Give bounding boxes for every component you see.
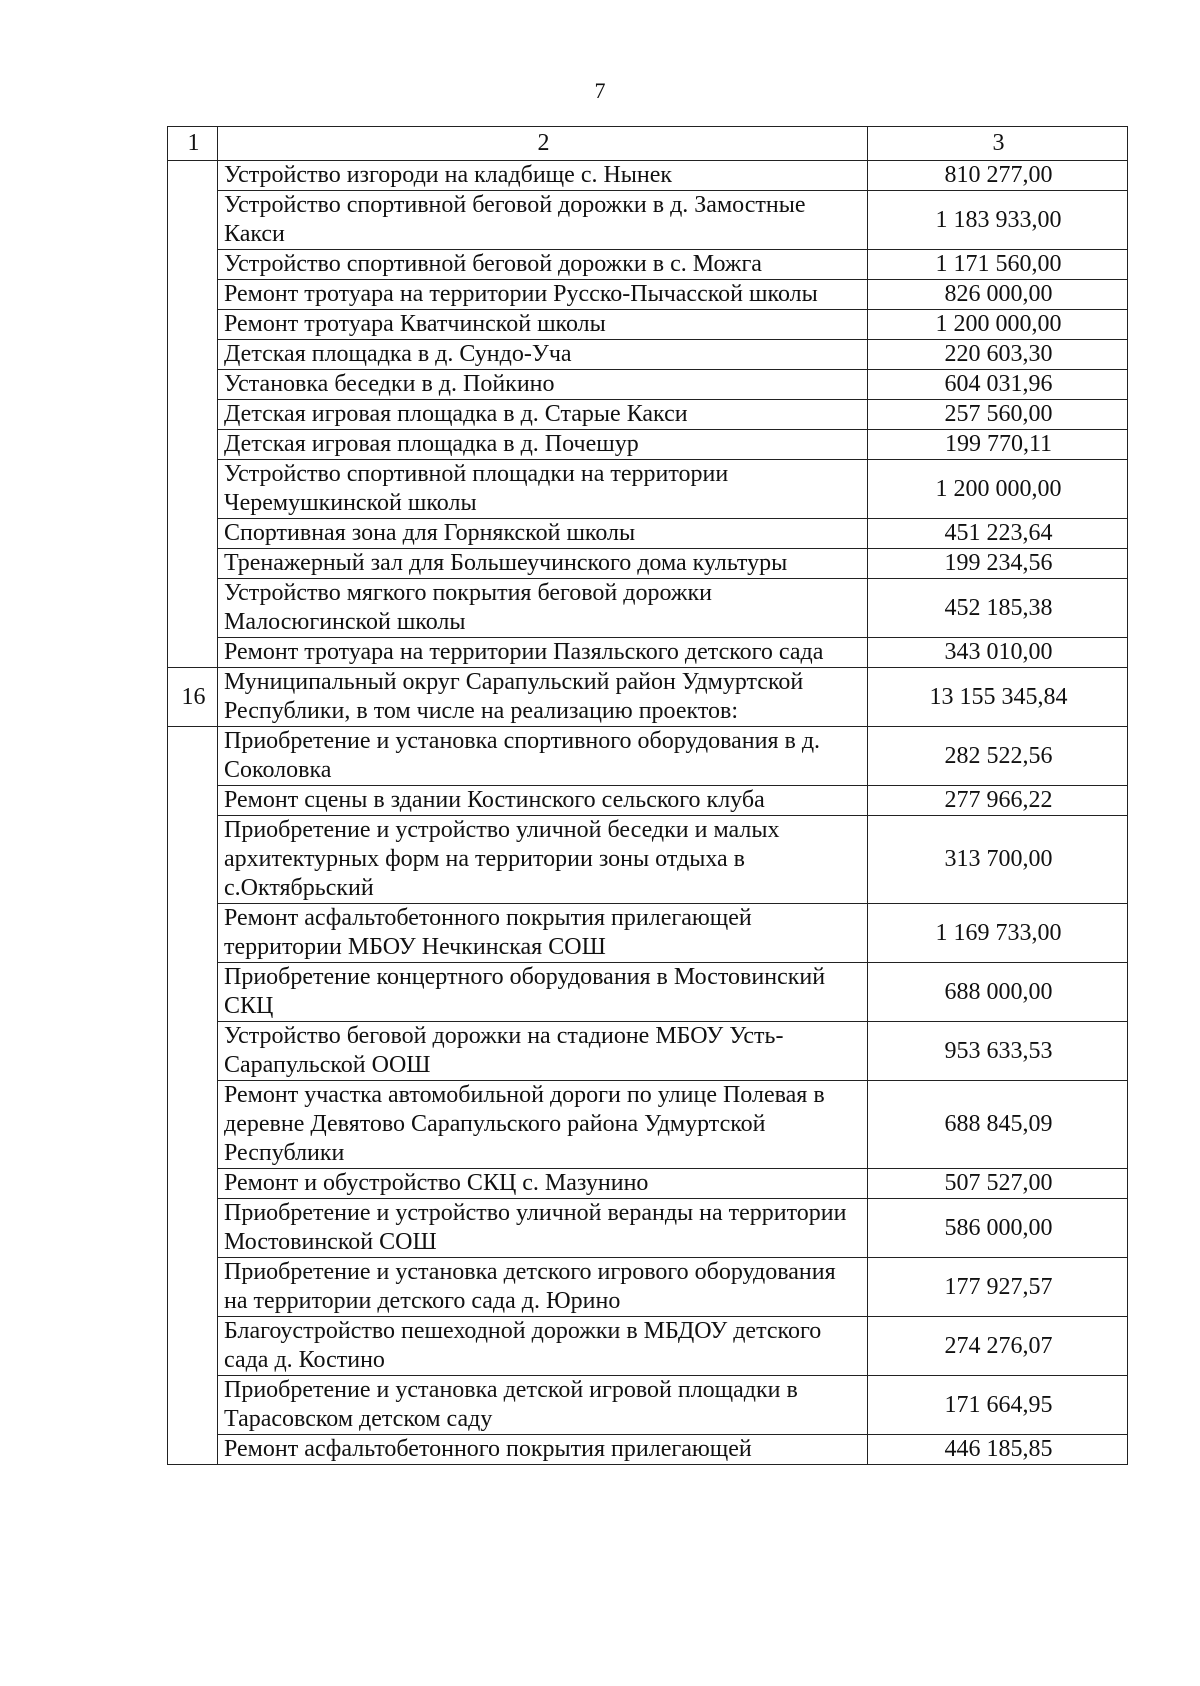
- column-header-1: 1: [168, 127, 218, 161]
- row-description: Приобретение и установка спортивного оборудования в д. Соколовка: [218, 727, 868, 786]
- row-number: [168, 340, 218, 370]
- budget-table: [167, 126, 1128, 1465]
- column-header-2: 2: [218, 127, 868, 161]
- row-amount: 446 185,85: [868, 1435, 1128, 1465]
- table-row: [168, 430, 1128, 460]
- table-row: [168, 340, 1128, 370]
- row-number: 16: [168, 668, 218, 727]
- row-amount: 826 000,00: [868, 280, 1128, 310]
- row-description: Ремонт тротуара на территории Пазяльского детского сада: [218, 638, 868, 668]
- table-row: [168, 1169, 1128, 1199]
- row-amount: 1 169 733,00: [868, 904, 1128, 963]
- table-row: [168, 579, 1128, 638]
- table-row: [168, 370, 1128, 400]
- page-number: 7: [594, 78, 606, 103]
- row-description: Спортивная зона для Горнякской школы: [218, 519, 868, 549]
- row-description: Ремонт и обустройство СКЦ с. Мазунино: [218, 1169, 868, 1199]
- row-amount: 199 234,56: [868, 549, 1128, 579]
- table-row: [168, 1376, 1128, 1435]
- table-row: [168, 460, 1128, 519]
- row-description: Устройство спортивной беговой дорожки в д. Замостные Какси: [218, 191, 868, 250]
- row-description: Ремонт тротуара Кватчинской школы: [218, 310, 868, 340]
- table-row: [168, 963, 1128, 1022]
- row-number: [168, 579, 218, 638]
- row-amount: 343 010,00: [868, 638, 1128, 668]
- row-number: [168, 1258, 218, 1317]
- table-row: [168, 668, 1128, 727]
- row-description: Устройство спортивной беговой дорожки в с. Можга: [218, 250, 868, 280]
- row-amount: 1 183 933,00: [868, 191, 1128, 250]
- row-description: Приобретение концертного оборудования в Мостовинский СКЦ: [218, 963, 868, 1022]
- row-number: [168, 191, 218, 250]
- table-row: [168, 786, 1128, 816]
- table-row: [168, 1199, 1128, 1258]
- row-number: [168, 1435, 218, 1465]
- table-row: [168, 549, 1128, 579]
- row-description: Благоустройство пешеходной дорожки в МБДОУ детского сада д. Костино: [218, 1317, 868, 1376]
- row-amount: 688 845,09: [868, 1081, 1128, 1169]
- row-number: [168, 280, 218, 310]
- row-number: [168, 1022, 218, 1081]
- table-row: [168, 1435, 1128, 1465]
- table-body: [168, 161, 1128, 1465]
- table-row: [168, 727, 1128, 786]
- row-number: [168, 816, 218, 904]
- row-amount: 282 522,56: [868, 727, 1128, 786]
- row-amount: 1 200 000,00: [868, 460, 1128, 519]
- row-number: [168, 310, 218, 340]
- row-description: Ремонт участка автомобильной дороги по улице Полевая в деревне Девятово Сарапульского района Удмуртской Республики: [218, 1081, 868, 1169]
- row-number: [168, 430, 218, 460]
- row-amount: 586 000,00: [868, 1199, 1128, 1258]
- table-row: [168, 400, 1128, 430]
- row-number: [168, 1081, 218, 1169]
- row-number: [168, 1169, 218, 1199]
- table-row: [168, 1317, 1128, 1376]
- row-description: Детская площадка в д. Сундо-Уча: [218, 340, 868, 370]
- table-row: [168, 310, 1128, 340]
- table-row: [168, 904, 1128, 963]
- table-row: [168, 161, 1128, 191]
- row-number: [168, 786, 218, 816]
- table-row: [168, 250, 1128, 280]
- row-number: [168, 1376, 218, 1435]
- row-number: [168, 1199, 218, 1258]
- row-amount: 451 223,64: [868, 519, 1128, 549]
- row-number: [168, 400, 218, 430]
- row-amount: 220 603,30: [868, 340, 1128, 370]
- row-number: [168, 519, 218, 549]
- row-amount: 257 560,00: [868, 400, 1128, 430]
- row-amount: 688 000,00: [868, 963, 1128, 1022]
- row-description: Детская игровая площадка в д. Старые Какси: [218, 400, 868, 430]
- row-amount: 507 527,00: [868, 1169, 1128, 1199]
- row-number: [168, 370, 218, 400]
- row-number: [168, 460, 218, 519]
- row-number: [168, 727, 218, 786]
- row-amount: 171 664,95: [868, 1376, 1128, 1435]
- table-row: [168, 1258, 1128, 1317]
- row-number: [168, 1317, 218, 1376]
- row-description: Приобретение и установка детского игрового оборудования на территории детского сада д. Юрино: [218, 1258, 868, 1317]
- row-description: Ремонт тротуара на территории Русско-Пычасской школы: [218, 280, 868, 310]
- row-amount: 810 277,00: [868, 161, 1128, 191]
- row-description: Тренажерный зал для Большеучинского дома культуры: [218, 549, 868, 579]
- row-amount: 953 633,53: [868, 1022, 1128, 1081]
- table-row: [168, 1022, 1128, 1081]
- row-number: [168, 638, 218, 668]
- row-amount: 313 700,00: [868, 816, 1128, 904]
- row-description: Приобретение и установка детской игровой площадки в Тарасовском детском саду: [218, 1376, 868, 1435]
- row-description: Устройство спортивной площадки на территории Черемушкинской школы: [218, 460, 868, 519]
- row-description: Ремонт асфальтобетонного покрытия прилегающей территории МБОУ Нечкинская СОШ: [218, 904, 868, 963]
- row-number: [168, 904, 218, 963]
- table-header-row: [168, 127, 1128, 161]
- row-number: [168, 161, 218, 191]
- row-amount: 277 966,22: [868, 786, 1128, 816]
- table-row: [168, 816, 1128, 904]
- row-number: [168, 549, 218, 579]
- table-row: [168, 638, 1128, 668]
- row-description: Устройство изгороди на кладбище с. Нынек: [218, 161, 868, 191]
- row-description: Устройство беговой дорожки на стадионе МБОУ Усть-Сарапульской ООШ: [218, 1022, 868, 1081]
- row-description: Устройство мягкого покрытия беговой дорожки Малосюгинской школы: [218, 579, 868, 638]
- column-header-3: 3: [868, 127, 1128, 161]
- row-description: Детская игровая площадка в д. Почешур: [218, 430, 868, 460]
- row-description: Приобретение и устройство уличной веранды на территории Мостовинской СОШ: [218, 1199, 868, 1258]
- row-description: Ремонт сцены в здании Костинского сельского клуба: [218, 786, 868, 816]
- table-row: [168, 519, 1128, 549]
- row-amount: 177 927,57: [868, 1258, 1128, 1317]
- row-amount: 604 031,96: [868, 370, 1128, 400]
- row-description: Приобретение и устройство уличной беседки и малых архитектурных форм на территории зоны отдыха в с.Октябрьский: [218, 816, 868, 904]
- table-row: [168, 1081, 1128, 1169]
- row-description: Ремонт асфальтобетонного покрытия прилегающей: [218, 1435, 868, 1465]
- row-description: Установка беседки в д. Пойкино: [218, 370, 868, 400]
- row-amount: 13 155 345,84: [868, 668, 1128, 727]
- row-number: [168, 250, 218, 280]
- row-amount: 452 185,38: [868, 579, 1128, 638]
- table-row: [168, 191, 1128, 250]
- row-amount: 199 770,11: [868, 430, 1128, 460]
- row-amount: 274 276,07: [868, 1317, 1128, 1376]
- row-description: Муниципальный округ Сарапульский район Удмуртской Республики, в том числе на реализацию проектов:: [218, 668, 868, 727]
- table-row: [168, 280, 1128, 310]
- row-amount: 1 171 560,00: [868, 250, 1128, 280]
- row-amount: 1 200 000,00: [868, 310, 1128, 340]
- row-number: [168, 963, 218, 1022]
